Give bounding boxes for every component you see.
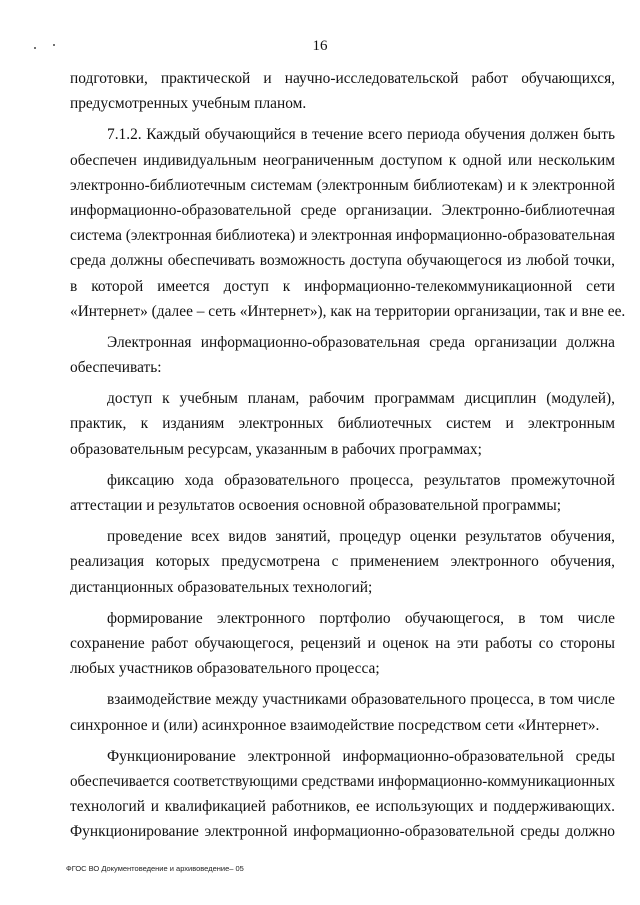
text-line: сохранение работ обучающегося, рецензий и оценок на эти работы со стороны <box>70 634 615 652</box>
text-line: фиксацию хода образовательного процесса, результатов промежуточной <box>107 471 615 489</box>
text-line: Электронная информационно-образовательная среда организации должна <box>107 333 615 351</box>
text-line: Функционирование электронной информационно-образовательной среды должно <box>70 823 615 841</box>
text-line: аттестации и результатов освоения основной образовательной программы; <box>70 497 561 514</box>
text-line: система (электронная библиотека) и электронная информационно-образовательная <box>70 227 615 245</box>
text-line: дистанционных образовательных технологий; <box>70 578 373 596</box>
text-line: доступ к учебным планам, рабочим программам дисциплин (модулей), <box>107 390 615 408</box>
text-line: проведение всех видов занятий, процедур оценки результатов обучения, <box>107 528 615 546</box>
text-line: формирование электронного портфолио обучающегося, в том числе <box>107 609 615 627</box>
text-line: практик, к изданиям электронных библиотечных систем и электронным <box>70 415 615 433</box>
text-line: технологий и квалификацией работников, ее использующих и поддерживающих. <box>70 798 615 816</box>
text-line: «Интернет» (далее – сеть «Интернет»), как на территории организации, так и вне ее. <box>70 302 626 320</box>
text-line: среда должны обеспечивать возможность доступа обучающегося из любой точки, <box>70 252 615 270</box>
text-line: информационно-образовательной среде организации. Электронно-библиотечная <box>70 201 615 219</box>
text-line: обеспечивается соответствующими средствами информационно-коммуникационных <box>70 772 615 790</box>
text-line: любых участников образовательного процесса; <box>70 660 380 678</box>
document-footer: ФГОС ВО Документоведение и архивоведение– 05 <box>66 864 244 873</box>
text-line: подготовки, практической и научно-исследовательской работ обучающихся, <box>70 70 615 87</box>
text-line: предусмотренных учебным планом. <box>70 95 307 113</box>
text-line: реализация которых предусмотрена с применением электронного обучения, <box>70 553 615 571</box>
text-line: 7.1.2. Каждый обучающийся в течение всего периода обучения должен быть <box>107 126 615 144</box>
page-number: 16 <box>312 38 328 54</box>
text-line: образовательным ресурсам, указанным в рабочих программах; <box>70 440 482 458</box>
text-line: обеспечен индивидуальным неограниченным доступом к одной или нескольким <box>70 151 615 169</box>
document-body <box>70 66 626 844</box>
text-line: в которой имеется доступ к информационно-телекоммуникационной сети <box>70 277 615 295</box>
text-line: электронно-библиотечным системам (электронным библиотекам) и к электронной <box>70 176 615 194</box>
text-line: взаимодействие между участниками образовательного процесса, в том числе <box>107 691 615 709</box>
text-line: Функционирование электронной информационно-образовательной среды <box>107 747 615 765</box>
text-line: синхронное и (или) асинхронное взаимодействие посредством сети «Интернет». <box>70 716 600 734</box>
text-line: обеспечивать: <box>70 359 162 377</box>
